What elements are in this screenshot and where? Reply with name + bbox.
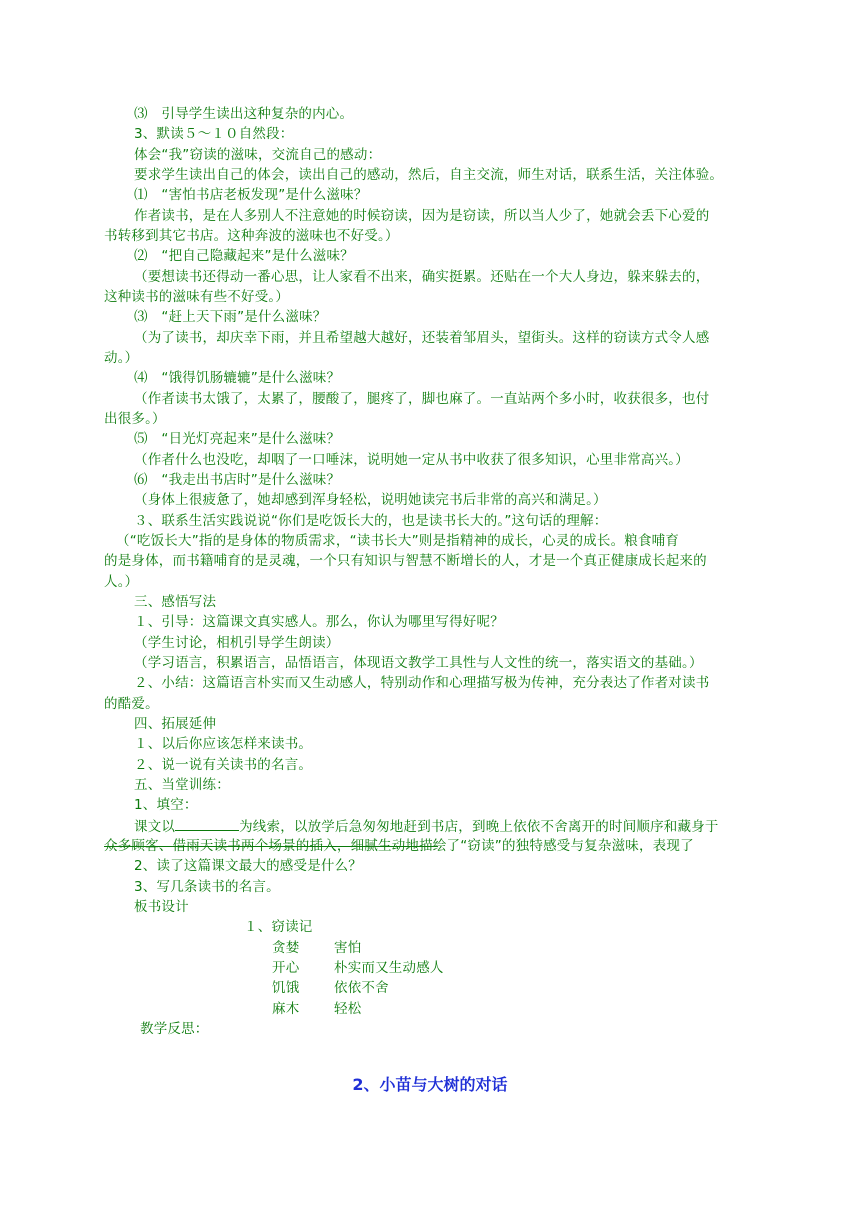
fill-blank-long[interactable]: [104, 846, 438, 847]
board-cell: 开心: [272, 960, 300, 976]
text-line: （为了读书，却庆幸下雨，并且希望越大越好，还装着邹眉头，望街头。这样的窃读方式令人感: [134, 330, 710, 346]
text-line: 作者读书，是在人多别人不注意她的时候窃读，因为是窃读，所以当人少了，她就会丢下心爱的: [134, 208, 710, 224]
text-line: 书转移到其它书店。这种奔波的滋味也不好受。）: [104, 228, 399, 244]
board-cell: 轻松: [334, 1001, 362, 1017]
text-line: ⑶ 引导学生读出这种复杂的内心。: [134, 106, 354, 122]
text-line: ⑶ “赶上天下雨”是什么滋味？: [134, 309, 327, 325]
text-line: ⑷ “饿得饥肠辘辘”是什么滋味？: [134, 370, 341, 386]
text-line: （作者什么也没吃，却咽了一口唾沫，说明她一定从书中收获了很多知识，心里非常高兴。）: [134, 452, 689, 468]
text-line: （身体上很疲惫了，她却感到浑身轻松，说明她读完书后非常的高兴和满足。）: [134, 492, 607, 508]
section-heading: 板书设计: [134, 899, 189, 915]
text-line: ３、联系生活实践说说“你们是吃饭长大的，也是读书长大的。”这句话的理解：: [134, 513, 608, 529]
section-heading: 四、拓展延伸: [134, 716, 217, 732]
text-line: （要想读书还得动一番心思，让人家看不出来，确实挺累。还贴在一个大人身边，躲来躲去的，: [134, 269, 710, 285]
board-cell: 麻木: [272, 1001, 300, 1017]
text-line: 的是身体，而书籍哺育的是灵魂，一个只有知识与智慧不断增长的人，才是一个真正健康成长起来的: [104, 553, 707, 569]
text-line: （“吃饭长大”指的是身体的物质需求，“读书长大”则是指精神的成长，心灵的成长。粮食哺育: [116, 533, 680, 549]
text-line: ２、说一说有关读书的名言。: [134, 757, 313, 773]
text-line: 要求学生读出自己的体会，读出自己的感动，然后，自主交流，师生对话，联系生活，关注体验。: [134, 167, 724, 183]
text-line: 众多顾客、借雨天读书两个场景的插入，细腻生动地描绘了“窃读”的独特感受与复杂滋味，表现了: [104, 838, 694, 854]
board-cell: 依依不舍: [334, 980, 389, 996]
board-heading: １、窃读记: [244, 919, 313, 935]
board-cell: 害怕: [334, 940, 362, 956]
reflection-label: 教学反思：: [140, 1021, 209, 1037]
section-heading: 三、感悟写法: [134, 594, 217, 610]
text-line: 这种读书的滋味有些不好受。）: [104, 289, 290, 305]
text-line: ⑹ “我走出书店时”是什么滋味？: [134, 472, 341, 488]
board-cell: 贪婪: [272, 940, 300, 956]
board-cell: 饥饿: [272, 980, 300, 996]
text-line: 3、默读５～１０自然段：: [134, 126, 294, 142]
text-line: 动。）: [104, 350, 139, 366]
fill-suffix: 为线索，以放学后急匆匆地赶到书店，到晚上依依不舍离开的时间顺序和藏身于: [239, 819, 719, 835]
fill-prefix: 课文以: [134, 819, 176, 835]
text-line: ⑵ “把自己隐藏起来”是什么滋味？: [134, 248, 354, 264]
text-line: 2、读了这篇课文最大的感受是什么？: [134, 858, 362, 874]
section-heading: 五、当堂训练：: [134, 777, 230, 793]
text-line: （作者读书太饿了，太累了，腰酸了，腿疼了，脚也麻了。一直站两个多小时，收获很多，也付: [134, 391, 710, 407]
board-cell: 朴实而又生动感人: [334, 960, 444, 976]
text-line: （学生讨论，相机引导学生朗读）: [134, 635, 340, 651]
next-lesson-title: 2、小苗与大树的对话: [352, 1075, 508, 1094]
text-line: １、引导：这篇课文真实感人。那么，你认为哪里写得好呢？: [134, 614, 504, 630]
fill-in-line: [134, 816, 719, 837]
text-line: ２、小结：这篇语言朴实而又生动感人，特别动作和心理描写极为传神，充分表达了作者对读书: [134, 675, 710, 691]
text-line: （学习语言，积累语言，品悟语言，体现语文教学工具性与人文性的统一，落实语文的基础。）: [134, 655, 703, 671]
text-line: 出很多。）: [104, 411, 166, 427]
text-line: ⑴ “害怕书店老板发现”是什么滋味？: [134, 187, 368, 203]
text-line: 的酷爱。: [104, 696, 159, 712]
text-line: 1、填空：: [134, 797, 198, 813]
text-line: 体会“我”窃读的滋味，交流自己的感动：: [134, 147, 382, 163]
text-line: ⑸ “日光灯亮起来”是什么滋味？: [134, 431, 341, 447]
text-line: 3、写几条读书的名言。: [134, 879, 280, 895]
fill-blank[interactable]: [175, 816, 239, 831]
text-line: 人。）: [104, 574, 139, 590]
text-line: １、以后你应该怎样来读书。: [134, 736, 313, 752]
